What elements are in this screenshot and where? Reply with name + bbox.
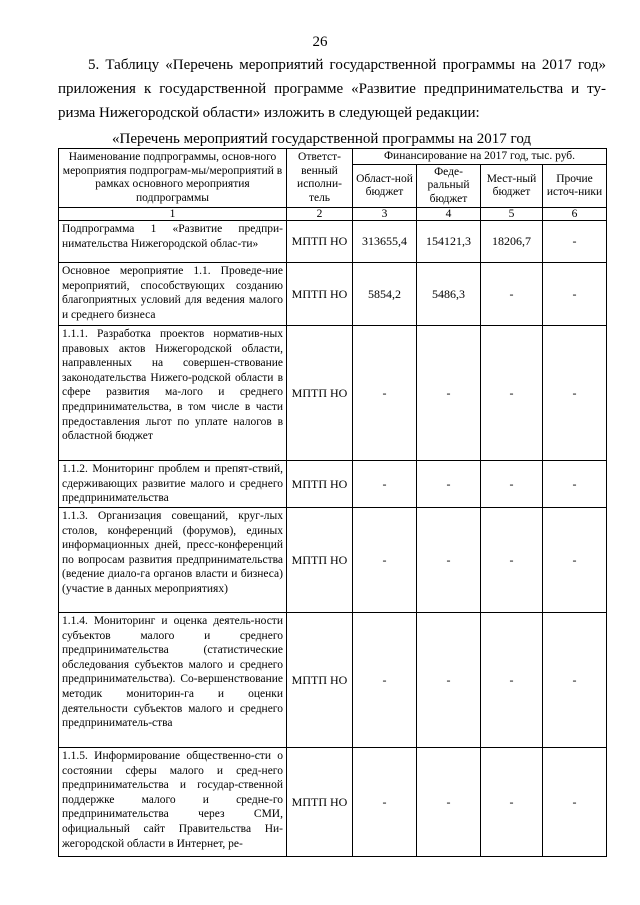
header-regional-budget: Област-ной бюджет [353, 165, 417, 208]
row-regional: - [353, 613, 417, 748]
row-responsible: МПТП НО [287, 263, 353, 326]
column-number: 3 [353, 208, 417, 221]
header-name: Наименование подпрограммы, основ-ного мероприятия подпрограм-мы/мероприятий в рамках основного мероприятия подпрограммы [59, 149, 287, 208]
row-regional: - [353, 748, 417, 857]
row-local: - [481, 508, 543, 613]
row-local: - [481, 461, 543, 508]
row-local: - [481, 613, 543, 748]
header-responsible: Ответст-венный исполни-тель [287, 149, 353, 208]
table-row [59, 748, 607, 857]
row-local: - [481, 263, 543, 326]
row-regional: - [353, 461, 417, 508]
row-responsible: МПТП НО [287, 461, 353, 508]
row-federal: - [417, 508, 481, 613]
page-number: 26 [312, 34, 328, 50]
row-federal: - [417, 461, 481, 508]
row-local: - [481, 326, 543, 461]
row-federal: - [417, 748, 481, 857]
column-number: 6 [543, 208, 607, 221]
row-other: - [543, 326, 607, 461]
row-regional: - [353, 326, 417, 461]
row-other: - [543, 748, 607, 857]
column-number: 2 [287, 208, 353, 221]
table-row [59, 221, 607, 263]
row-responsible: МПТП НО [287, 748, 353, 857]
row-name: 1.1.1. Разработка проектов норматив-ных правовых актов Нижегородской области, направленных на совершен-ствование законодательства Нижего-родской области в сфере развития ма-лого и среднего предпринимательства, в том числе в части предоставления льгот по уплате налогов в областной бюджет [59, 326, 287, 461]
row-responsible: МПТП НО [287, 326, 353, 461]
table-title: «Перечень мероприятий государственной программы на 2017 год [112, 131, 532, 147]
row-other: - [543, 508, 607, 613]
measures-table [58, 148, 607, 857]
row-name: 1.1.3. Организация совещаний, круг-лых столов, конференций (форумов), единых информационных дней, пресс-конференций по вопросам развития предпринимательства (ведение диало-га органов власти и бизнеса) (участие в данных мероприятиях) [59, 508, 287, 613]
header-financing: Финансирование на 2017 год, тыс. руб. [353, 149, 607, 165]
row-federal: 5486,3 [417, 263, 481, 326]
row-regional: - [353, 508, 417, 613]
row-regional: 313655,4 [353, 221, 417, 263]
row-name: 1.1.4. Мониторинг и оценка деятель-ности субъектов малого и среднего предпринимательства (статистические обследования субъектов малого и среднего предпринимательства). Со-вершенствование методик мониторин-га и оценки деятельности субъектов малого и среднего предприниматель-ства [59, 613, 287, 748]
row-local: - [481, 748, 543, 857]
header-local-budget: Мест-ный бюджет [481, 165, 543, 208]
column-number: 5 [481, 208, 543, 221]
row-name: 1.1.5. Информирование общественно-сти о состоянии сферы малого и сред-него предпринимательства и государ-ственной поддержке малого и средне-го предпринимательства через СМИ, официальный сайт Правительства Ни-жегородской области в Интернет, ре- [59, 748, 287, 857]
row-other: - [543, 221, 607, 263]
row-other: - [543, 461, 607, 508]
column-number: 4 [417, 208, 481, 221]
row-responsible: МПТП НО [287, 221, 353, 263]
row-federal: - [417, 326, 481, 461]
intro-line-1: 5. Таблицу «Перечень мероприятий государственной программы на 2017 год» [88, 57, 606, 73]
row-name: 1.1.2. Мониторинг проблем и препят-ствий, сдерживающих развитие малого и среднего предпринимательства [59, 461, 287, 508]
table-row [59, 613, 607, 748]
row-other: - [543, 263, 607, 326]
row-responsible: МПТП НО [287, 508, 353, 613]
intro-paragraph [58, 53, 606, 125]
table-row [59, 326, 607, 461]
column-number: 1 [59, 208, 287, 221]
header-federal-budget: Феде-ральный бюджет [417, 165, 481, 208]
intro-line-2: приложения к государственной программе «Развитие предпринимательства и ту- [58, 81, 606, 97]
row-responsible: МПТП НО [287, 613, 353, 748]
table-row [59, 461, 607, 508]
row-federal: - [417, 613, 481, 748]
row-name: Подпрограмма 1 «Развитие предпри-нимательства Нижегородской облас-ти» [59, 221, 287, 263]
row-regional: 5854,2 [353, 263, 417, 326]
header-other-sources: Прочие источ-ники [543, 165, 607, 208]
row-federal: 154121,3 [417, 221, 481, 263]
intro-line-3: ризма Нижегородской области» изложить в следующей редакции: [58, 105, 480, 121]
row-local: 18206,7 [481, 221, 543, 263]
table-row [59, 508, 607, 613]
row-other: - [543, 613, 607, 748]
table-row [59, 263, 607, 326]
row-name: Основное мероприятие 1.1. Проведе-ние мероприятий, способствующих созданию благоприятных условий для ведения малого и среднего бизнеса [59, 263, 287, 326]
